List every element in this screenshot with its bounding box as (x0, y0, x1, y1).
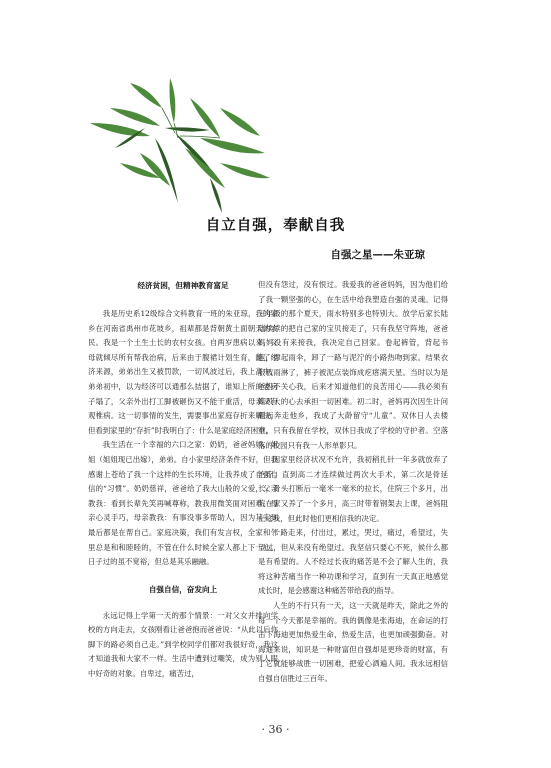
paragraph: 我是历史系12级综合文科教育一班的朱亚琼，我的家乡在河南省禹州市花坡乡，祖辈都是背朝黄土面朝天的农民。我是一个土生土长的农村女孩。自两岁患病以来，父母就倾尽所有帮我治病，后来由于腹裙计划生育，翻了经济来源，弟弟出生又被罚款，一切风波过后，我上高中，弟弟初中，以为经济可以通那么拮据了，谁知上所的老房子塌了，父亲外出打工脚被砸伤又不能干重活，母亲又有观椎病。这一切事情的发生，需要事出家庭存折来解决，但看到家里的“存折”时我明白了：什么是家庭经济困难。 (88, 309, 278, 435)
left-column (88, 278, 278, 682)
paragraph: 我生活在一个幸福的六口之家：奶奶，爸爸妈妈，姐姐（姐姐现已出嫁），弟弟。自小家里经济条件不好，但我感谢上苍给了我一个这样的生长环境，让我养成了自强自信的“习惯”。奶奶慈祥，爸爸给了我大山般的父爱，父亲教我：看到长辈先笑再喊尊称，教我用微笑面对困难。母亲心灵手巧，母亲教我：有事没事多帮助人，因为其实到最后都是在帮自己。家庭决策，我们有发言权，全家和邻里总是和和睦睦的，不管在什么时候全家人都上下一心。日子过的虽不宽裕，但总是其乐融融。 (88, 440, 278, 567)
right-column (258, 278, 448, 687)
paragraph: 永远记得上学第一天的那个情景：一对父女并排向学校的方向走去，女孩刚看让爸爸抱而爸爸说：“从此以后你脚下的路必须自己走。”到学校同学们都对我很好奇，我这才知道我和大家不一样。生活中遭到过嘲笑，成为别人眼中好奇的对象。自卑过，痛苦过， (88, 610, 278, 679)
page-subtitle: 自强之星——朱亚琼 (330, 249, 425, 261)
section-heading: 自强自信，奋发向上 (148, 584, 218, 594)
page-number: · 36 · (261, 723, 290, 736)
paragraph: 一路走来，付出过，累过，哭过，痛过，希望过，失望过，但从来没有绝望过。我坚信只要心不死，候什么都是有希望的。人不经过长夜的痛苦是不会了解人生的，我将这种苦痛当作一种功课和学习，直到有一天真正地感觉成长时，是会感谢这种痛苦带给我的指导。 (258, 528, 448, 596)
paragraph: 因家里经济状况不允许，我初稍扎针一年多就放弃了治疗，直到高二才连续做过两次大手术，第二次是骨延长，骨头打断后一毫米一毫米的拉长，住院三个多月，出院在家又养了一个多月，高三时带着钢架去上课，爸妈阻止过我，但此时他们更相信我的决定。 (258, 455, 448, 523)
section-heading: 经济贫困，但精神教育富足 (137, 281, 229, 290)
bamboo-leaves-illustration (70, 68, 280, 218)
paragraph: 人生的不行只有一天，这一天就是昨天，除此之外的每一个今天都是幸福的。我的偶像是张海迪，在命运的打击下海迪更加热爱生命，热爱生活，也更加顽强勤奋。对海迪来说，知识是一种财富但自强却是更珍奇的财富，有了它就能够战胜一切困难，把爱心洒遍人间。我永远相信自强自信胜过三百年。 (258, 601, 448, 684)
paragraph: 但没有怨过，没有恨过。我爱我的爸爸妈妈，因为他们给了我一颗坚强的心，在生活中给我塑造自强的灵魂。记得三年级的那个夏天，雨水特别多也特别大。放学后家长陆陆续续的把自己家的宝贝接走了，只有我坚守阵地，爸爸妈妈没有来接我，我决定自己回家。卷起裤管，背起书包，撑起雨伞，卸了一路与泥泞的小路热吻到家。结果衣服被雨淋了，裤子被泥点装饰成疙瘩满天星。当时以为是爸妈不关心我，后来才知道他们的良苦用心——我必须有蝶风大的心去承担一切困难。初二时，爸妈再次因生计问题而奔走他乡，我成了大龄留守“儿童”。双休日人去楼空，只有我留在学校，双休日我成了学校的守护者。空落落的校园只有我一人形单影只。 (258, 280, 448, 450)
page-title: 自立自强，奉献自我 (205, 218, 346, 234)
